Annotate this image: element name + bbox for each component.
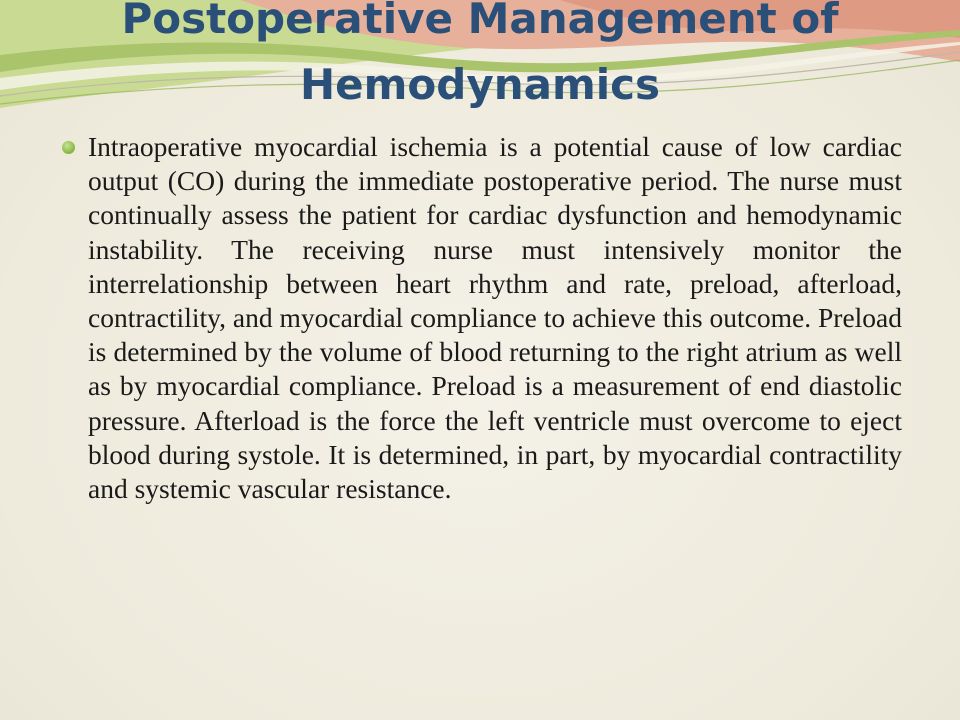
- slide-title-line-1: Postoperative Management of: [121, 0, 839, 43]
- bullet-list: [60, 130, 902, 506]
- bullet-text: Intraoperative myocardial ischemia is a potential cause of low cardiac output (CO) during the immediate postoperative period. The nurse must continually assess the patient for cardiac dysfunction and hemodynamic instability. The receiving nurse must intensively monitor the interrelationship between heart rhythm and rate, preload, afterload, contractility, and myocardial compliance to achieve this outcome. Preload is determined by the volume of blood returning to the right atrium as well as by myocardial compliance. Preload is a measurement of end diastolic pressure. Afterload is the force the left ventricle must overcome to eject blood during systole. It is determined, in part, by myocardial contractility and systemic vascular resistance.: [88, 131, 902, 505]
- slide-title: [0, 0, 960, 118]
- bullet-dot-icon: [62, 141, 75, 154]
- slide-title-line-2: Hemodynamics: [300, 60, 660, 109]
- bullet-item: [60, 130, 902, 506]
